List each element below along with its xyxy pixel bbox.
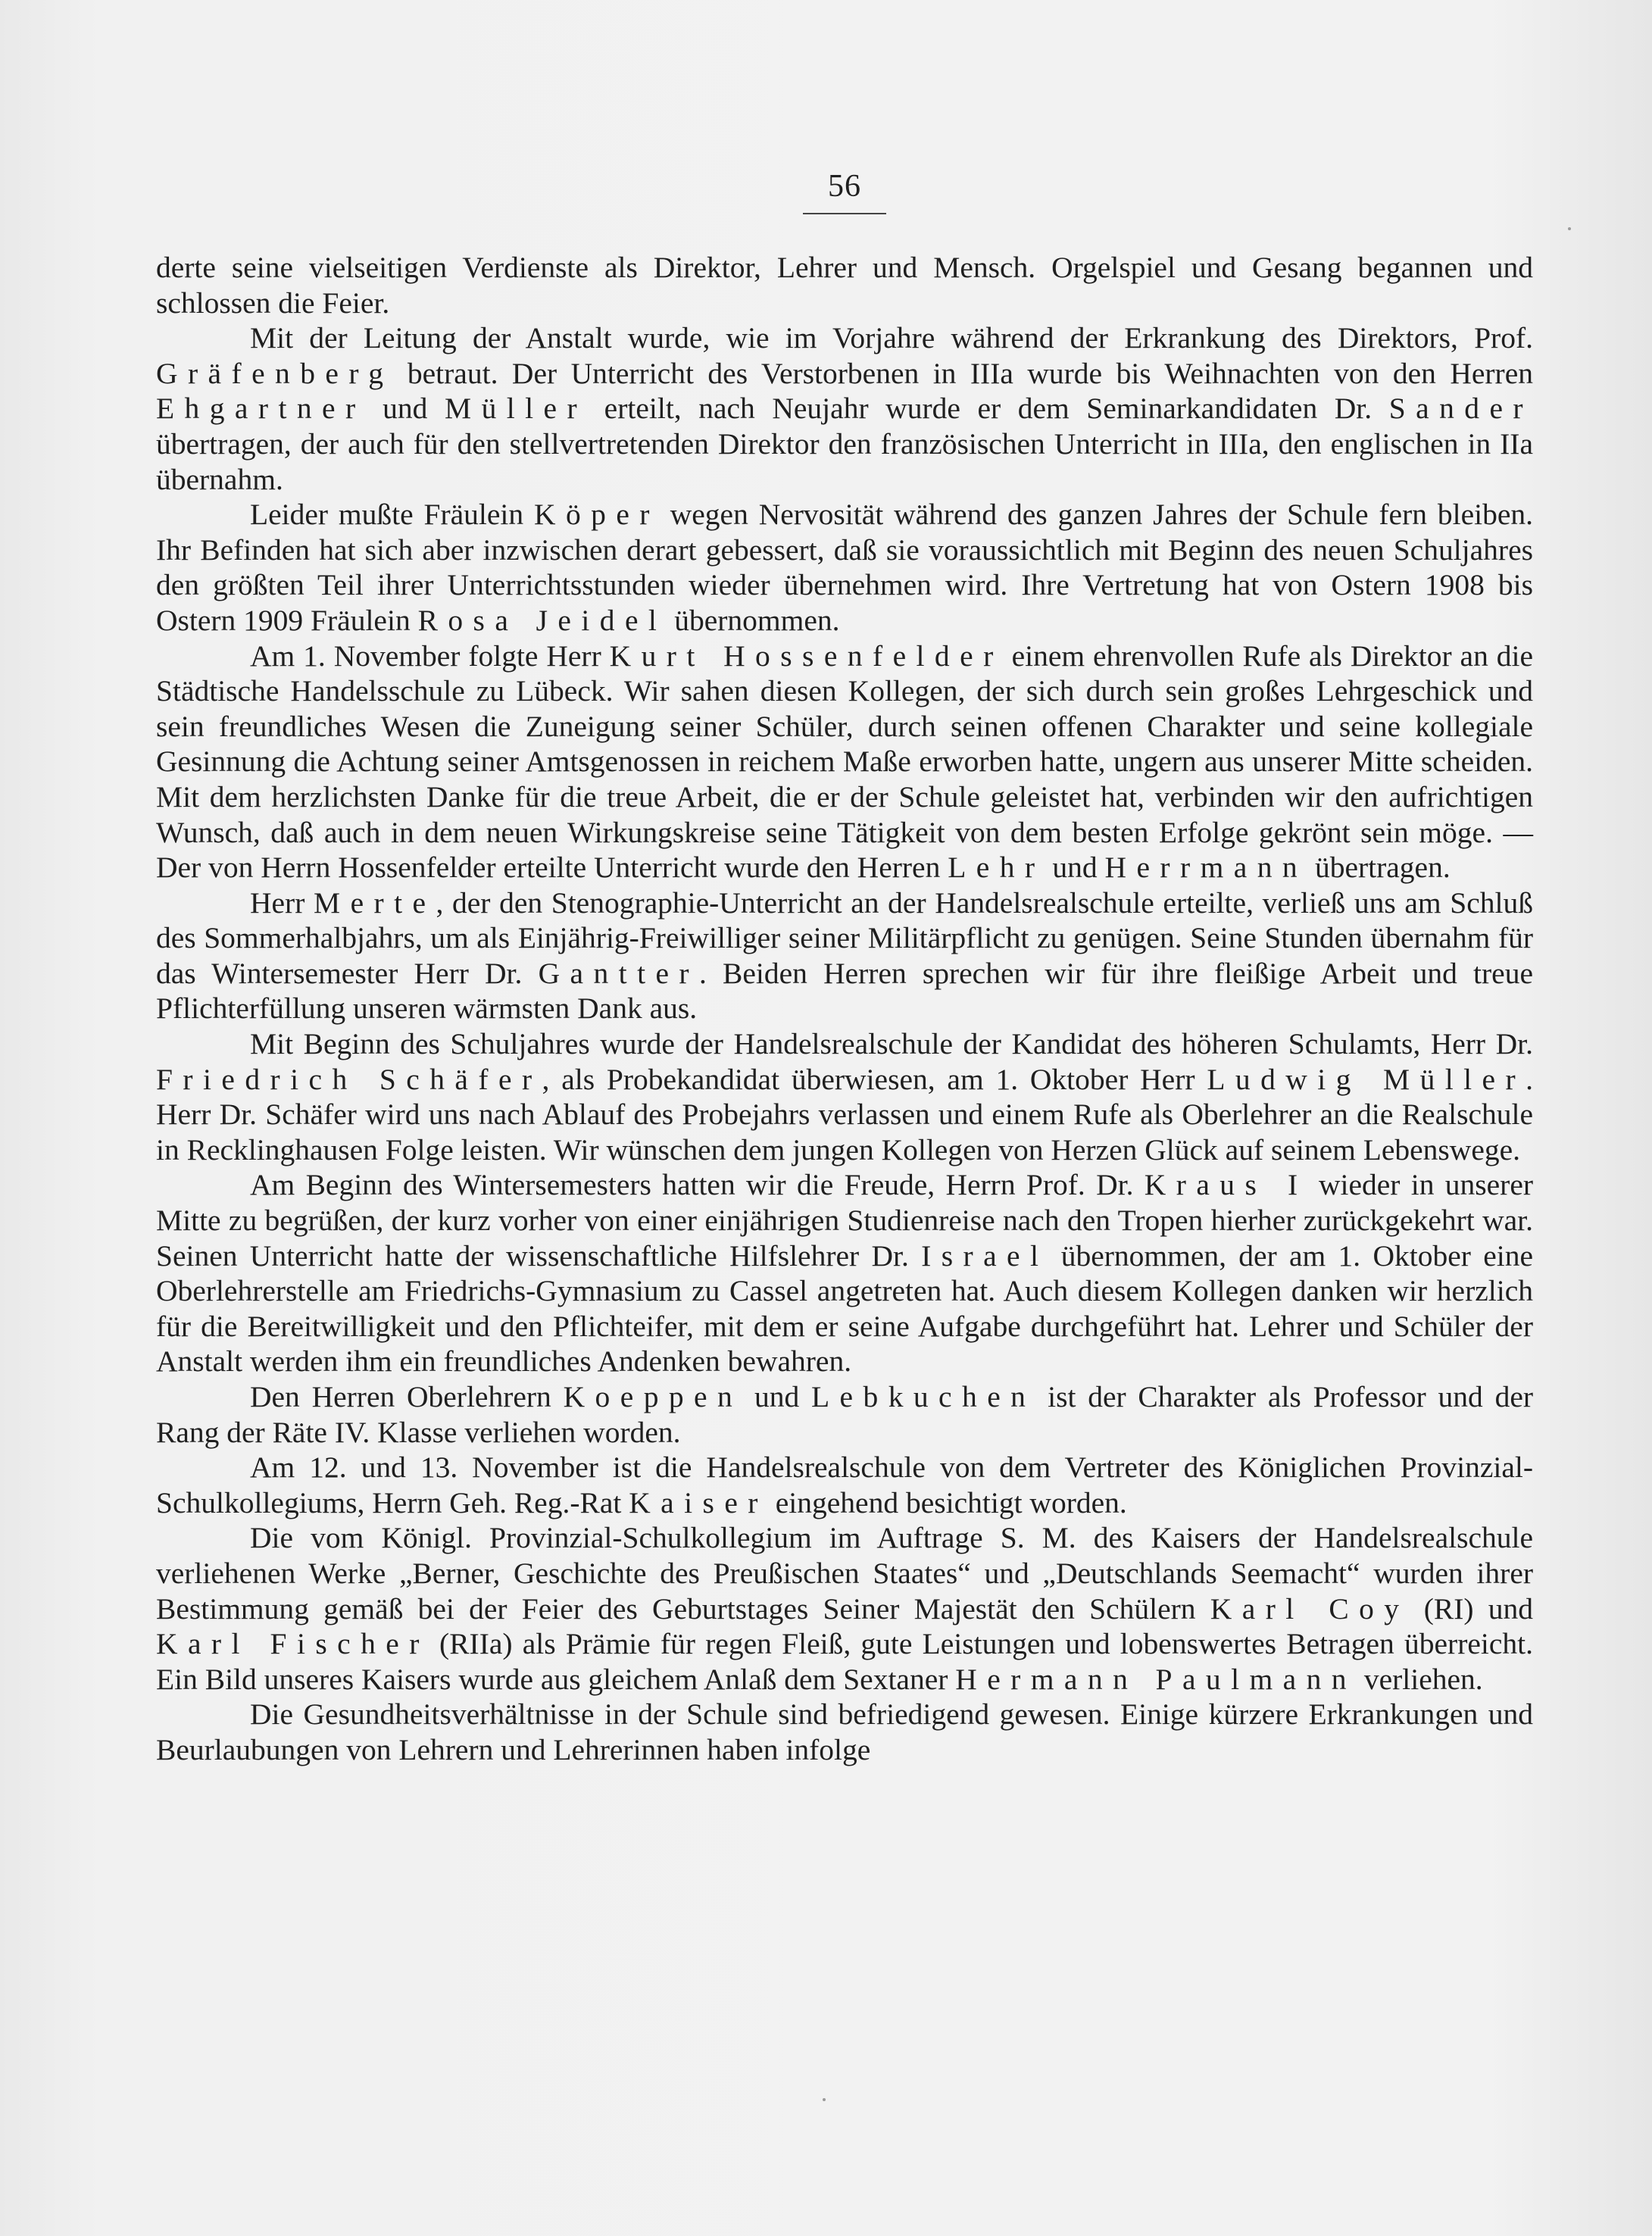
- spaced-name: Kraus I: [1144, 1168, 1308, 1202]
- paragraph: [156, 497, 1533, 638]
- paragraph: [156, 1697, 1533, 1767]
- text-run: übertragen, der auch für den stellvertretenden Direktor den französischen Unterricht in IIIa, den englischen in IIa übernahm.: [156, 426, 1533, 496]
- spaced-name: Köper: [534, 498, 660, 532]
- text-run: einem ehrenvollen Rufe als Direktor an die Städtische Handelsschule zu Lübeck. Wir sahen diesen Kollegen, der sich durch sein großes Lehrgeschick und sein freundliches Wesen die Zuneigung seiner Schüler, durch seinen offenen Charakter und seine kollegiale Gesinnung die Achtung seiner Amtsgenossen in reichem Maße erworben hatte, ungern aus unserer Mitte scheiden. Mit dem herzlichsten Danke für die treue Arbeit, die er der Schule geleistet hat, verbinden wir den aufrichtigen Wunsch, daß auch in dem neuen Wirkungskreise seine Tätigkeit von dem besten Erfolge gekrönt sein möge. — Der von Herrn Hossenfelder erteilte Unterricht wurde den Herren: [156, 639, 1533, 885]
- text-run: und: [365, 392, 445, 426]
- page-number: 56: [828, 169, 861, 204]
- spaced-name: Merte: [314, 885, 436, 920]
- spaced-name: Hermann Paulmann: [955, 1662, 1357, 1696]
- spaced-name: Sander: [1388, 392, 1534, 426]
- text-run: , der den Stenographie-Unterricht an der Handelsrealschule erteilte, verließ uns am Schluß des Sommerhalbjahrs, um als Einjährig-Freiwilliger seiner Militärpflicht zu genügen. Seine Stunden übernahm für das Wintersemester Herr Dr.: [156, 885, 1534, 990]
- text-run: Am 12. und 13. November ist die Handelsrealschule von dem Vertreter des Königlichen Provinzial-Schulkollegiums, Herrn Geh. Reg.-Rat: [156, 1451, 1533, 1519]
- text-run: Leider mußte Fräulein: [250, 498, 535, 532]
- text-run: verliehen.: [1356, 1662, 1483, 1696]
- spaced-name: Ludwig Müller: [1207, 1062, 1526, 1096]
- text-run: erteilt, nach Neujahr wurde er dem Seminarkandidaten Dr.: [587, 392, 1389, 426]
- page-number-rule: [803, 213, 886, 214]
- spaced-name: Rosa Jeidel: [417, 603, 667, 637]
- text-run: Mit der Leitung der Anstalt wurde, wie im Vorjahre während der Erkrankung des Direktors, Prof.: [250, 321, 1533, 355]
- spaced-name: Koeppen: [563, 1380, 743, 1413]
- spaced-name: Friedrich Schäfer: [156, 1062, 542, 1096]
- paragraph: [156, 250, 1533, 320]
- spaced-name: Gräfenberg: [156, 356, 394, 390]
- paragraph: [156, 1026, 1533, 1167]
- text-run: Den Herren Oberlehrern: [250, 1380, 564, 1413]
- spaced-name: Karl Fischer: [156, 1627, 429, 1661]
- spaced-name: Herrmann: [1104, 851, 1308, 885]
- spaced-name: Müller: [445, 392, 588, 426]
- text-run: (RIIa) als Prämie für regen Fleiß, gute Leistungen und lobenswertes Betragen überreicht. Ein Bild unseres Kaisers wurde aus gleichem Anlaß dem Sextaner: [156, 1627, 1533, 1696]
- scan-speck: [823, 2098, 826, 2101]
- paragraph: [156, 885, 1533, 1026]
- spaced-name: Israel: [921, 1238, 1049, 1273]
- text-run: wegen Nervosität während des ganzen Jahres der Schule fern bleiben. Ihr Befinden hat sich aber inzwischen derart gebessert, daß sie voraussichtlich mit Beginn des neuen Schuljahres den größten Teil ihrer Unterrichtsstunden wieder übernehmen wird. Ihre Vertretung hat von Ostern 1908 bis Ostern 1909 Fräulein: [156, 498, 1533, 637]
- text-run: Herr: [250, 885, 314, 920]
- text-run: wieder in unserer Mitte zu begrüßen, der kurz vorher von einer einjährigen Studienreise nach den Tropen hierher zurückgekehrt war. Seinen Unterricht hatte der wissenschaftliche Hilfslehrer Dr.: [156, 1168, 1534, 1273]
- text-run: (RI) und: [1409, 1591, 1533, 1625]
- text-run: derte seine vielseitigen Verdienste als Direktor, Lehrer und Mensch. Orgelspiel und Gesang begannen und schlossen die Feier.: [156, 251, 1533, 320]
- paragraph: [156, 639, 1533, 885]
- body-text: [156, 250, 1533, 1768]
- paragraph: [156, 1450, 1533, 1520]
- spaced-name: Lehr: [948, 851, 1045, 885]
- text-run: Die Gesundheitsverhältnisse in der Schule sind befriedigend gewesen. Einige kürzere Erkrankungen und Beurlaubungen von Lehrern und Lehrerinnen haben infolge: [156, 1697, 1533, 1766]
- text-run: übertragen.: [1307, 851, 1451, 885]
- text-run: übernommen, der am 1. Oktober eine Oberlehrerstelle am Friedrichs-Gymnasium zu Cassel angetreten hat. Auch diesem Kollegen danken wir herzlich für die Bereitwilligkeit und den Pflichteifer, mit dem er seine Aufgabe durchgeführt hat. Lehrer und Schüler der Anstalt werden ihm ein freundliches Andenken bewahren.: [156, 1238, 1533, 1379]
- spaced-name: Kurt Hossenfelder: [609, 639, 1004, 673]
- text-run: ist der Charakter als Professor und der Rang der Räte IV. Klasse verliehen worden.: [156, 1380, 1534, 1449]
- spaced-name: Gantter: [538, 956, 700, 990]
- paragraph: [156, 1167, 1533, 1379]
- text-run: Mit Beginn des Schuljahres wurde der Handelsrealschule der Kandidat des höheren Schulamts, Herr Dr.: [250, 1027, 1533, 1061]
- spaced-name: Ehgartner: [156, 392, 366, 426]
- text-run: , als Probekandidat überwiesen, am 1. Oktober Herr: [542, 1062, 1207, 1096]
- paragraph: [156, 320, 1533, 497]
- paragraph: [156, 1379, 1533, 1450]
- scan-speck: [1568, 227, 1571, 230]
- text-run: eingehend besichtigt worden.: [767, 1485, 1127, 1519]
- text-run: betraut. Der Unterricht des Verstorbenen in IIIa wurde bis Weihnachten von den Herren: [393, 356, 1533, 390]
- spaced-name: Lebkuchen: [811, 1380, 1036, 1413]
- text-run: und: [1045, 851, 1105, 885]
- text-run: übernommen.: [667, 603, 840, 637]
- spaced-name: Kaiser: [629, 1485, 768, 1519]
- text-run: und: [742, 1380, 811, 1413]
- spaced-name: Karl Coy: [1210, 1591, 1410, 1625]
- text-run: Am Beginn des Wintersemesters hatten wir die Freude, Herrn Prof. Dr.: [250, 1168, 1145, 1202]
- text-run: Die vom Königl. Provinzial-Schulkollegium im Auftrage S. M. des Kaisers der Handelsrealschule verliehenen Werke „Berner, Geschichte des Preußischen Staates“ und „Deutschlands Seemacht“ wurden ihrer Bestimmung gemäß bei der Feier des Geburtstages Seiner Majestät den Schülern: [156, 1521, 1533, 1625]
- paragraph: [156, 1520, 1533, 1697]
- text-run: Am 1. November folgte Herr: [250, 639, 610, 673]
- text-run: . Beiden Herren sprechen wir für ihre fleißige Arbeit und treue Pflichterfüllung unseren wärmsten Dank aus.: [156, 956, 1533, 1026]
- text-run: . Herr Dr. Schäfer wird uns nach Ablauf des Probejahrs verlassen und einem Rufe als Oberlehrer an die Realschule in Recklinghausen Folge leisten. Wir wünschen dem jungen Kollegen von Herzen Glück auf seinem Lebenswege.: [156, 1062, 1533, 1166]
